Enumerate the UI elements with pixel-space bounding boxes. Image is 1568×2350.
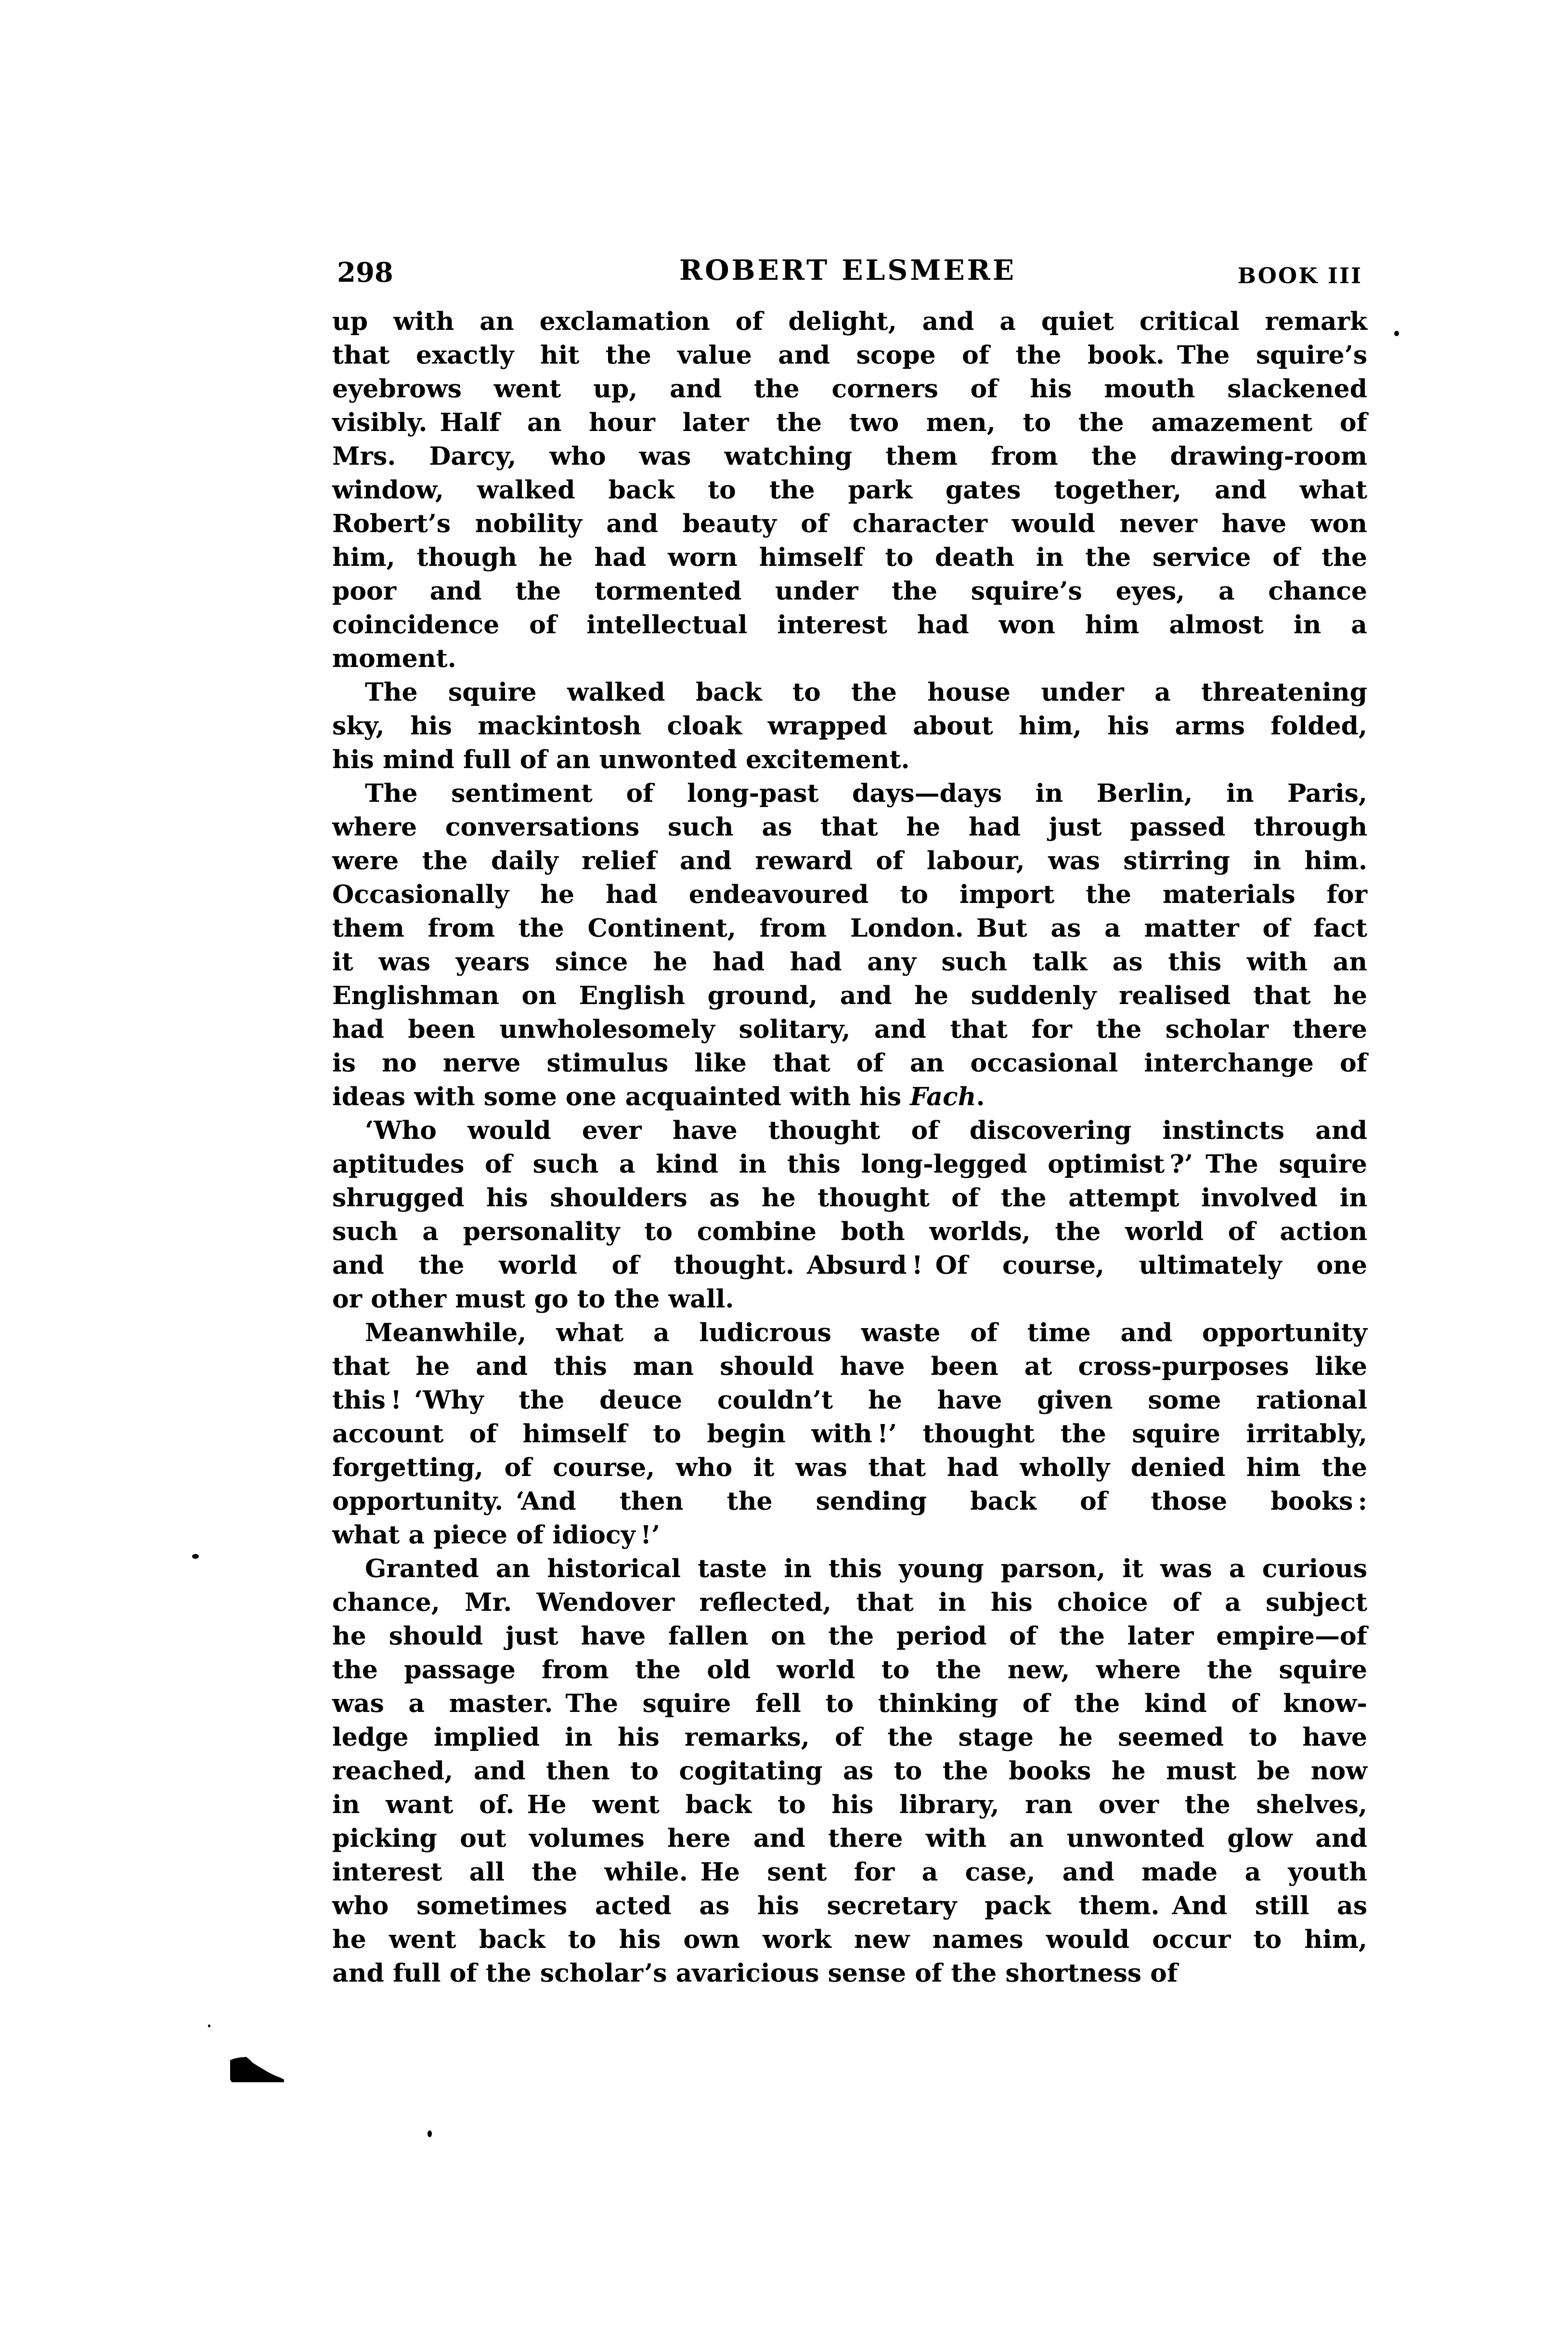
paragraph [332, 1552, 1367, 1990]
text-line: Englishman on English ground, and he suddenly realised that he [332, 981, 1367, 1010]
bottom-center-ink-dot-icon [428, 2130, 432, 2137]
text-line: such a personality to combine both worlds, the world of action [332, 1217, 1367, 1246]
paragraph [332, 676, 1367, 777]
paragraph [332, 1316, 1367, 1552]
text-line: The squire walked back to the house under a threatening [365, 678, 1367, 707]
text-line: he should just have fallen on the period of the later empire—of [332, 1621, 1367, 1651]
paragraph [332, 1114, 1367, 1316]
text-line: who sometimes acted as his secretary pack them. And still as [332, 1891, 1367, 1920]
paragraph [332, 305, 1367, 676]
text-line: that exactly hit the value and scope of the book. The squire’s [332, 340, 1367, 370]
text-line: he went back to his own work new names would occur to him, [332, 1925, 1367, 1954]
page-number: 298 [337, 257, 393, 288]
text-line: shrugged his shoulders as he thought of the attempt involved in [332, 1183, 1367, 1213]
text-line: forgetting, of course, who it was that had wholly denied him the [332, 1453, 1367, 1482]
bottom-left-ink-blot-icon [230, 2055, 284, 2082]
text-line: and the world of thought. Absurd ! Of course, ultimately one [332, 1251, 1367, 1280]
text-line: it was years since he had had any such talk as this with an [332, 947, 1367, 977]
text-block [332, 305, 1367, 1990]
text-line: Meanwhile, what a ludicrous waste of time and opportunity [365, 1318, 1367, 1347]
text-line: moment. [332, 644, 456, 673]
text-line: is no nerve stimulus like that of an occasional interchange of [332, 1048, 1367, 1078]
text-line: chance, Mr. Wendover reflected, that in his choice of a subject [332, 1588, 1367, 1617]
text-line: what a piece of idiocy !’ [332, 1520, 661, 1550]
text-line: Occasionally he had endeavoured to import the materials for [332, 880, 1367, 909]
text-line: poor and the tormented under the squire’s eyes, a chance [332, 576, 1367, 606]
text-line: Robert’s nobility and beauty of character would never have won [332, 509, 1367, 538]
text-line: this ! ‘Why the deuce couldn’t he have given some rational [332, 1385, 1367, 1415]
text-line: that he and this man should have been at cross-purposes like [332, 1352, 1367, 1381]
left-margin-ink-dot-icon [192, 1554, 199, 1559]
text-line: ledge implied in his remarks, of the stage he seemed to have [332, 1723, 1367, 1752]
text-line: window, walked back to the park gates together, and what [332, 475, 1367, 505]
text-line: his mind full of an unwonted excitement. [332, 745, 910, 774]
text-line: had been unwholesomely solitary, and that for the scholar there [332, 1015, 1367, 1044]
text-line: the passage from the old world to the new, where the squire [332, 1655, 1367, 1684]
text-line: were the daily relief and reward of labour, was stirring in him. [332, 846, 1367, 875]
text-line: up with an exclamation of delight, and a quiet critical remark [332, 307, 1367, 336]
text-line: ideas with some one acquainted with his Fach. [332, 1082, 985, 1111]
text-line: in want of. He went back to his library, ran over the shelves, [332, 1790, 1367, 1819]
text-line: was a master. The squire fell to thinking of the kind of know- [332, 1689, 1367, 1718]
text-line: him, though he had worn himself to death in the service of the [332, 543, 1367, 572]
paragraph [332, 777, 1367, 1114]
right-margin-ink-dot-icon [1394, 331, 1399, 336]
text-line: opportunity. ‘And then the sending back of those books : [332, 1487, 1367, 1516]
text-line: eyebrows went up, and the corners of his mouth slackened [332, 374, 1367, 404]
bottom-left-ink-speck-icon [208, 2024, 210, 2027]
text-line: where conversations such as that he had just passed through [332, 812, 1367, 842]
text-line: coincidence of intellectual interest had won him almost in a [332, 610, 1367, 640]
text-line: Granted an historical taste in this young parson, it was a curious [365, 1554, 1367, 1583]
text-line: ‘Who would ever have thought of discovering instincts and [365, 1116, 1367, 1145]
text-line: aptitudes of such a kind in this long-legged optimist ?’ The squire [332, 1149, 1367, 1179]
text-line: or other must go to the wall. [332, 1284, 734, 1314]
text-line: picking out volumes here and there with an unwonted glow and [332, 1824, 1367, 1853]
text-line: account of himself to begin with !’ thought the squire irritably, [332, 1419, 1367, 1449]
text-line: reached, and then to cogitating as to the books he must be now [332, 1756, 1367, 1786]
book-section-label: BOOK III [1237, 263, 1362, 288]
text-line: and full of the scholar’s avaricious sense of the shortness of [332, 1958, 1178, 1988]
text-line: them from the Continent, from London. But as a matter of fact [332, 914, 1367, 943]
text-line: Mrs. Darcy, who was watching them from the drawing-room [332, 442, 1367, 471]
text-line: interest all the while. He sent for a case, and made a youth [332, 1857, 1367, 1887]
running-title: ROBERT ELSMERE [679, 254, 1017, 287]
text-line: sky, his mackintosh cloak wrapped about him, his arms folded, [332, 711, 1367, 741]
text-line: The sentiment of long-past days—days in Berlin, in Paris, [365, 779, 1367, 808]
text-line: visibly. Half an hour later the two men, to the amazement of [332, 408, 1367, 437]
